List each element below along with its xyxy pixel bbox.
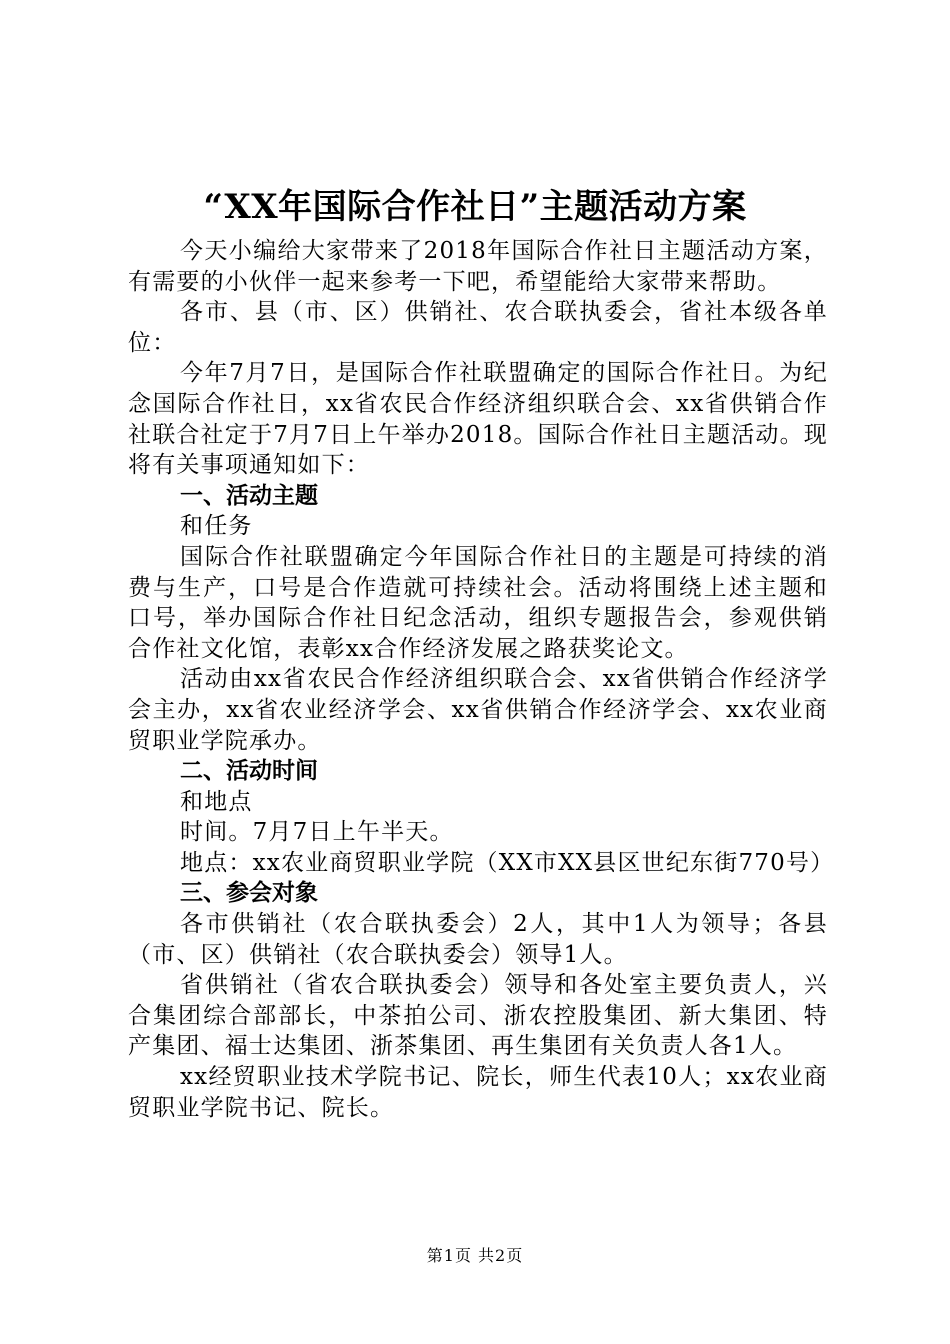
time-paragraph: 时间。7月7日上午半天。: [180, 819, 454, 846]
addressee-paragraph: 各市、县（市、区）供销社、农合联执委会，省社本级各单位：: [128, 299, 828, 356]
heading-continuation: 和地点: [180, 788, 253, 815]
page-footer: 第1页 共2页: [426, 1246, 524, 1265]
attendees-paragraph: xx经贸职业技术学院书记、院长，师生代表10人；xx农业商贸职业学院书记、院长。: [128, 1064, 828, 1121]
theme-paragraph: 国际合作社联盟确定今年国际合作社日的主题是可持续的消费与生产，口号是合作造就可持续社会。活动将围绕上述主题和口号，举办国际合作社日纪念活动，组织专题报告会，参观供销合作社文化馆，表彰xx合作经济发展之路获奖论文。: [128, 543, 828, 662]
section-heading-time: 二、活动时间: [180, 758, 318, 785]
document-title: “XX年国际合作社日”主题活动方案: [203, 187, 747, 227]
organizer-paragraph: 活动由xx省农民合作经济组织联合会、xx省供销合作经济学会主办，xx省农业经济学会、xx省供销合作经济学会、xx农业商贸职业学院承办。: [128, 666, 828, 754]
section-heading-attendees: 三、参会对象: [180, 880, 318, 907]
document-body: [128, 236, 835, 1123]
heading-continuation: 和任务: [180, 513, 253, 540]
attendees-paragraph: 各市供销社（农合联执委会）2人，其中1人为领导；各县（市、区）供销社（农合联执委会）领导1人。: [128, 911, 828, 968]
section-heading-theme: 一、活动主题: [180, 482, 318, 509]
intro-paragraph: 今天小编给大家带来了2018年国际合作社日主题活动方案，有需要的小伙伴一起来参考一下吧，希望能给大家带来帮助。: [128, 238, 828, 295]
notice-paragraph: 今年7月7日，是国际合作社联盟确定的国际合作社日。为纪念国际合作社日，xx省农民合作经济组织联合会、xx省供销合作社联合社定于7月7日上午举办2018。国际合作社日主题活动。现将有关事项通知如下：: [128, 360, 828, 479]
attendees-paragraph: 省供销社（省农合联执委会）领导和各处室主要负责人，兴合集团综合部部长，中茶拍公司、浙农控股集团、新大集团、特产集团、福士达集团、浙茶集团、再生集团有关负责人各1人。: [128, 972, 828, 1060]
location-paragraph: 地点：xx农业商贸职业学院（XX市XX县区世纪东街770号）: [180, 849, 835, 876]
